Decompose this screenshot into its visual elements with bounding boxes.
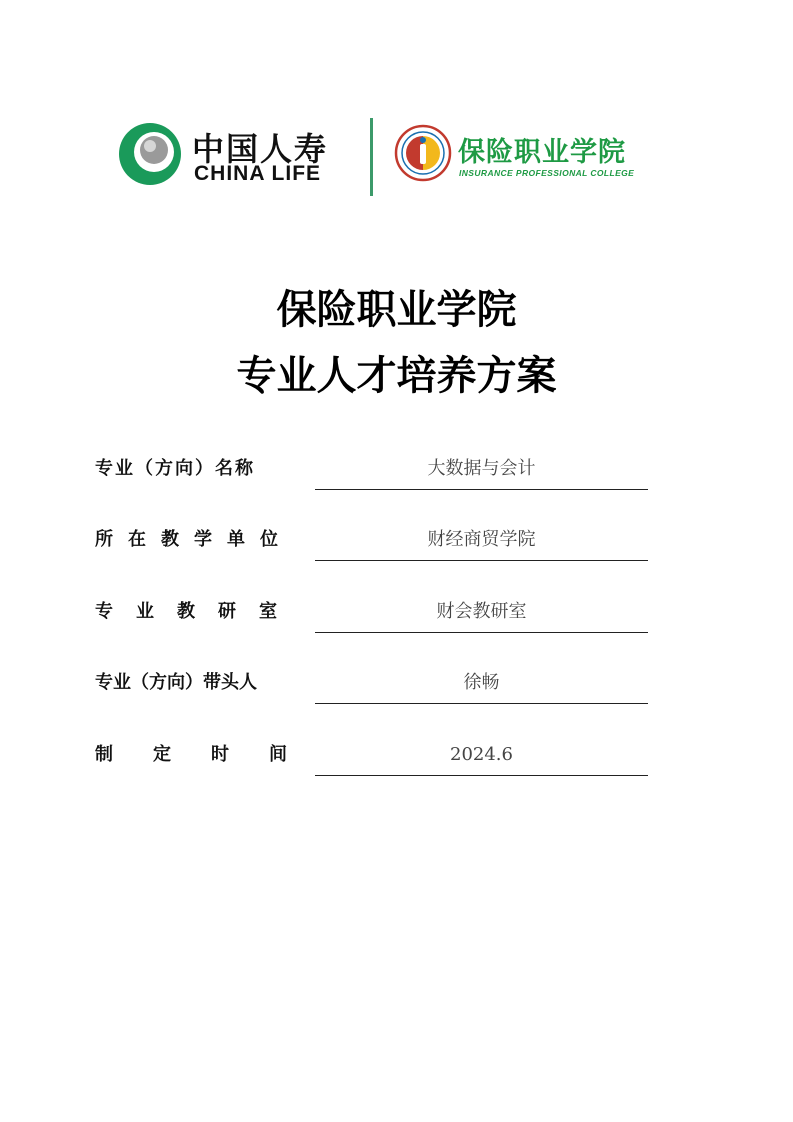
china-life-emblem-icon: [118, 122, 182, 186]
field-row-date: [95, 744, 648, 784]
field-value-date: 2024.6: [315, 744, 648, 776]
field-row-leader: [95, 672, 648, 712]
field-label-department: 所在教学单位: [95, 529, 293, 550]
header-logos: [118, 118, 648, 198]
document-title-line1: 保险职业学院: [276, 287, 517, 333]
field-value-leader: 徐畅: [315, 672, 648, 704]
document-title-line2: 专业人才培养方案: [236, 353, 557, 399]
field-value-department: 财经商贸学院: [315, 529, 648, 561]
field-label-date: 制定时间: [95, 744, 327, 765]
field-row-major: [95, 458, 648, 498]
field-value-major: 大数据与会计: [315, 458, 648, 490]
field-label-office: 专业教研室: [95, 601, 300, 622]
college-name-cn: 保险职业学院: [458, 137, 626, 168]
china-life-name-en: CHINA LIFE: [194, 162, 322, 185]
college-emblem-icon: [394, 124, 452, 182]
field-row-department: [95, 529, 648, 569]
field-value-office: 财会教研室: [315, 601, 648, 633]
field-row-office: [95, 601, 648, 641]
field-label-major: 专业（方向）名称: [95, 458, 255, 479]
logo-divider: [370, 118, 373, 196]
college-name-en: INSURANCE PROFESSIONAL COLLEGE: [459, 168, 635, 178]
field-label-leader: 专业（方向）带头人: [95, 672, 257, 693]
china-life-name-cn: 中国人寿: [192, 130, 329, 168]
